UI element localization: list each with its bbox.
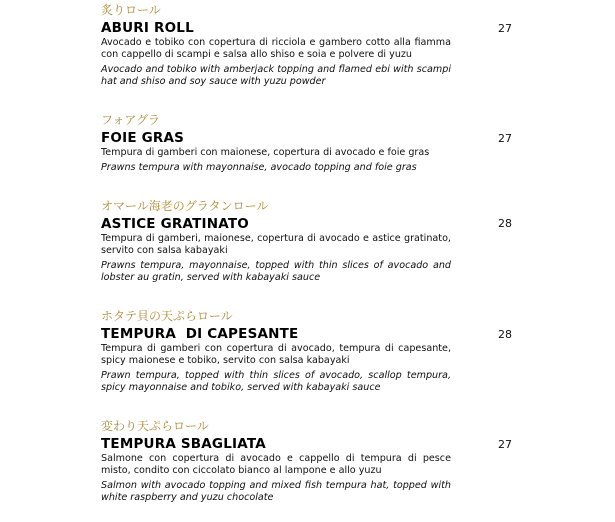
menu-item-aburi-roll — [101, 3, 521, 88]
price: 28 — [498, 328, 512, 341]
dish-name: ABURI ROLL — [101, 20, 194, 36]
japanese-name: 変わり天ぷらロール — [101, 419, 209, 433]
english-description: Prawn tempura, topped with thin slices of avocado, scallop tempura, spicy mayonnaise and tobiko, served with kabayaki sauce — [101, 370, 451, 393]
italian-description: Avocado e tobiko con copertura di ricciola e gambero cotto alla fiamma con cappello di scampi e salsa allo shiso e soia e polvere di yuzu — [101, 37, 451, 60]
english-description: Prawns tempura, mayonnaise, topped with thin slices of avocado and lobster au gratin, served with kabayaki sauce — [101, 260, 451, 283]
price: 27 — [498, 22, 512, 35]
menu-item-astice-gratinato — [101, 199, 521, 284]
menu-item-tempura-di-capesante — [101, 309, 521, 394]
dish-name: TEMPURA SBAGLIATA — [101, 436, 266, 452]
menu-item-foie-gras — [101, 113, 521, 174]
dish-name: TEMPURA DI CAPESANTE — [101, 326, 299, 342]
italian-description: Tempura di gamberi con copertura di avocado, tempura di capesante, spicy maionese e tobiko, servito con salsa kabayaki — [101, 343, 451, 366]
english-description: Avocado and tobiko with amberjack topping and flamed ebi with scampi hat and shiso and soy sauce with yuzu powder — [101, 64, 451, 87]
price: 27 — [498, 132, 512, 145]
italian-description: Tempura di gamberi con maionese, copertura di avocado e foie gras — [101, 147, 430, 158]
japanese-name: 炙りロール — [101, 3, 161, 17]
japanese-name: フォアグラ — [101, 113, 161, 127]
japanese-name: オマール海老のグラタンロール — [101, 199, 269, 213]
english-description: Prawns tempura with mayonnaise, avocado topping and foie gras — [101, 162, 417, 173]
dish-name: ASTICE GRATINATO — [101, 216, 249, 232]
price: 27 — [498, 438, 512, 451]
menu-item-tempura-sbagliata — [101, 419, 521, 504]
italian-description: Salmone con copertura di avocado e cappello di tempura di pesce misto, condito con ciccolato bianco al lampone e allo yuzu — [101, 453, 451, 476]
english-description: Salmon with avocado topping and mixed fish tempura hat, topped with white raspberry and yuzu chocolate — [101, 480, 451, 503]
dish-name: FOIE GRAS — [101, 130, 185, 146]
japanese-name: ホタテ貝の天ぷらロール — [101, 309, 233, 323]
price: 28 — [498, 217, 512, 230]
italian-description: Tempura di gamberi, maionese, copertura di avocado e astice gratinato, servito con salsa kabayaki — [101, 233, 451, 256]
